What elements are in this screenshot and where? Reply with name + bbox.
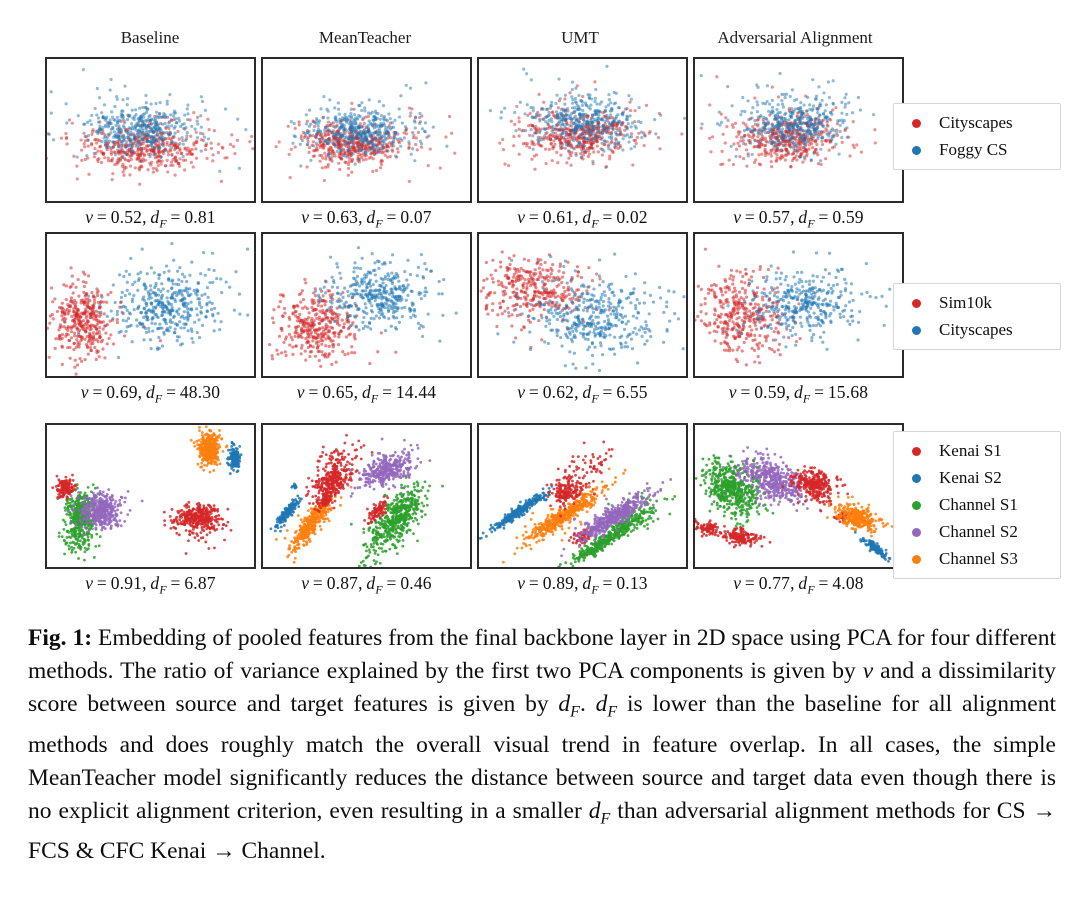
plot-row-3: [45, 423, 904, 598]
legend-entry: [902, 138, 1052, 162]
scatter-plot-frame: [693, 423, 904, 569]
plot-stats: [729, 382, 868, 407]
subscript-F: [375, 217, 382, 231]
legend-entry: [902, 466, 1052, 490]
plot-stats: [517, 207, 648, 232]
legend-label: Foggy CS: [939, 140, 1008, 159]
math-v: v: [80, 382, 89, 402]
caption-math: d: [558, 691, 571, 717]
v-value: 0.57: [758, 207, 791, 227]
equals-sign: =: [378, 382, 396, 402]
math-F: F: [159, 582, 167, 597]
scatter-plot-frame: [45, 423, 256, 569]
scatter-plot: [693, 423, 904, 598]
v-value: 0.52: [110, 207, 143, 227]
legend-dot-icon: [912, 447, 921, 456]
legend-entry: [902, 547, 1052, 571]
plot-stats: [733, 573, 864, 598]
caption-math: v: [862, 658, 874, 684]
plot-stats: [85, 573, 216, 598]
column-titles: [45, 28, 900, 48]
equals-sign: =: [598, 207, 617, 227]
subscript-F: [375, 583, 382, 597]
legend-entry: [902, 291, 1052, 315]
math-v: v: [301, 573, 310, 593]
legend-1: [893, 103, 1061, 170]
legend-label: Cityscapes: [939, 113, 1013, 132]
scatter-canvas: [263, 234, 470, 376]
scatter-plot-frame: [477, 423, 688, 569]
legend-dot-icon: [912, 474, 921, 483]
equals-sign: =: [525, 382, 543, 402]
math-v: v: [733, 207, 742, 227]
dF-value: 0.81: [184, 207, 216, 227]
caption-text: .: [579, 691, 596, 717]
legend-dot-icon: [912, 326, 921, 335]
legend-label: Kenai S1: [939, 441, 1002, 460]
equals-sign: =: [525, 207, 543, 227]
scatter-plot-frame: [261, 57, 472, 203]
v-value: 0.89: [542, 573, 575, 593]
caption-subscript: [570, 704, 580, 721]
scatter-plot-frame: [477, 232, 688, 378]
caption-text: Embedding of pooled features from the final backbone layer in 2D space using PCA for four different methods. The ratio of variance explained by the first two PCA components is given by: [28, 625, 1056, 684]
legend-dot-icon: [912, 501, 921, 510]
scatter-canvas: [479, 425, 686, 567]
equals-sign: =: [304, 382, 323, 402]
equals-sign: =: [814, 573, 833, 593]
figure-caption-text: [28, 625, 1056, 864]
subscript-F: [591, 392, 598, 406]
column-title: MeanTeacher: [318, 28, 412, 47]
scatter-plot-frame: [45, 232, 256, 378]
legend-entry: [902, 111, 1052, 135]
figure-caption: [28, 622, 1056, 868]
caption-text: and a dissimilarity score between source and target features is given by: [28, 658, 1056, 717]
scatter-plot: [693, 232, 904, 407]
math-d: d: [798, 573, 808, 593]
dF-value: 0.07: [400, 207, 432, 227]
math-F: F: [591, 582, 599, 597]
separator: ,: [790, 207, 799, 227]
caption-math: d: [588, 797, 601, 824]
math-d: d: [150, 207, 160, 227]
math-F: F: [591, 216, 599, 231]
scatter-canvas: [695, 425, 902, 567]
scatter-plot: [477, 232, 688, 407]
dF-value: 4.08: [832, 573, 864, 593]
legend-dot-icon: [912, 146, 921, 155]
math-v: v: [85, 573, 94, 593]
subscript-F: [159, 583, 166, 597]
scatter-canvas: [263, 425, 470, 567]
legend-dot-icon: [912, 119, 921, 128]
equals-sign: =: [736, 382, 755, 402]
scatter-plot: [45, 232, 256, 407]
math-d: d: [366, 573, 376, 593]
equals-sign: =: [598, 573, 617, 593]
dF-value: 0.59: [832, 207, 864, 227]
math-F: F: [375, 582, 383, 597]
scatter-canvas: [263, 59, 470, 201]
equals-sign: =: [309, 207, 327, 227]
math-F: F: [591, 391, 599, 406]
legend-label: Cityscapes: [939, 320, 1013, 339]
scatter-plot: [693, 57, 904, 232]
v-value: 0.61: [542, 207, 575, 227]
math-d: d: [366, 207, 376, 227]
math-v: v: [296, 382, 305, 402]
math-F: F: [159, 216, 167, 231]
legend-entry: [902, 439, 1052, 463]
dF-value: 14.44: [395, 382, 437, 402]
subscript-F: [591, 583, 598, 597]
dF-value: 6.55: [616, 382, 648, 402]
dF-value: 0.13: [616, 573, 648, 593]
equals-sign: =: [93, 573, 111, 593]
math-v: v: [733, 573, 742, 593]
column-title: Baseline: [120, 28, 180, 47]
column-title: UMT: [561, 28, 599, 47]
v-value: 0.87: [326, 573, 359, 593]
separator: ,: [142, 573, 151, 593]
dF-value: 48.30: [179, 382, 221, 402]
equals-sign: =: [88, 382, 107, 402]
legend-3: [893, 431, 1061, 579]
legend-dot-icon: [912, 555, 921, 564]
legend-dot-icon: [912, 299, 921, 308]
scatter-plot-frame: [261, 232, 472, 378]
equals-sign: =: [810, 382, 828, 402]
math-d: d: [582, 207, 592, 227]
subscript-F: [159, 217, 166, 231]
scatter-canvas: [479, 59, 686, 201]
dF-value: 6.87: [184, 573, 216, 593]
dF-value: 15.68: [827, 382, 869, 402]
plot-stats: [517, 382, 648, 407]
scatter-plot: [45, 57, 256, 232]
legend-label: Channel S3: [939, 549, 1018, 568]
scatter-plot-frame: [261, 423, 472, 569]
equals-sign: =: [166, 207, 185, 227]
math-d: d: [361, 382, 371, 402]
caption-math: F: [600, 810, 611, 828]
equals-sign: =: [741, 207, 759, 227]
math-d: d: [145, 382, 155, 402]
caption-text: than adversarial alignment methods for CS → FCS & CFC Kenai → Channel.: [28, 797, 1057, 865]
plot-stats: [297, 382, 436, 407]
equals-sign: =: [309, 573, 327, 593]
scatter-plot-frame: [45, 57, 256, 203]
math-d: d: [793, 382, 803, 402]
dF-value: 0.46: [400, 573, 432, 593]
scatter-plot: [45, 423, 256, 598]
math-d: d: [798, 207, 808, 227]
v-value: 0.65: [322, 382, 354, 402]
math-F: F: [807, 216, 815, 231]
figure-caption-label: Fig. 1:: [28, 625, 93, 651]
scatter-canvas: [695, 59, 902, 201]
caption-text: is lower than the baseline for all alignment methods and does roughly match the overall visual trend in feature overlap. In all cases, the simple MeanTeacher model significantly reduces the distance between source and target data even though there is no explicit alignment criterion, even resulting in a smaller: [28, 691, 1056, 824]
math-F: F: [370, 391, 379, 406]
v-value: 0.59: [754, 382, 786, 402]
plot-stats: [301, 573, 432, 598]
scatter-canvas: [47, 234, 254, 376]
plot-stats: [517, 573, 648, 598]
equals-sign: =: [382, 573, 401, 593]
equals-sign: =: [162, 382, 180, 402]
math-d: d: [150, 573, 160, 593]
dF-value: 0.02: [616, 207, 648, 227]
legend-entry: [902, 318, 1052, 342]
separator: ,: [574, 382, 583, 402]
scatter-plot-frame: [477, 57, 688, 203]
plot-stats: [733, 207, 864, 232]
equals-sign: =: [741, 573, 759, 593]
separator: ,: [574, 207, 583, 227]
legend-entry: [902, 493, 1052, 517]
separator: ,: [358, 207, 367, 227]
math-F: F: [807, 582, 815, 597]
scatter-canvas: [47, 59, 254, 201]
caption-subscript: [601, 810, 611, 827]
v-value: 0.77: [758, 573, 791, 593]
scatter-canvas: [695, 234, 902, 376]
equals-sign: =: [814, 207, 833, 227]
plot-stats: [81, 382, 220, 407]
equals-sign: =: [598, 382, 617, 402]
v-value: 0.91: [110, 573, 143, 593]
plot-row-1: [45, 57, 904, 232]
legend-dot-icon: [912, 528, 921, 537]
scatter-plot: [261, 423, 472, 598]
scatter-plot: [261, 232, 472, 407]
math-F: F: [154, 391, 163, 406]
scatter-canvas: [479, 234, 686, 376]
subscript-F: [591, 217, 598, 231]
legend-2: [893, 283, 1061, 350]
math-v: v: [517, 382, 526, 402]
plot-stats: [85, 207, 216, 232]
legend-label: Channel S2: [939, 522, 1018, 541]
caption-math: F: [570, 703, 580, 721]
equals-sign: =: [93, 207, 111, 227]
math-v: v: [517, 573, 526, 593]
legend-label: Sim10k: [939, 293, 992, 312]
legend-label: Kenai S2: [939, 468, 1002, 487]
separator: ,: [790, 573, 799, 593]
v-value: 0.63: [326, 207, 359, 227]
v-value: 0.69: [106, 382, 138, 402]
scatter-plot-frame: [693, 232, 904, 378]
caption-math: F: [607, 703, 618, 721]
math-v: v: [728, 382, 737, 402]
plot-stats: [301, 207, 432, 232]
math-F: F: [802, 391, 811, 406]
math-v: v: [517, 207, 526, 227]
scatter-plot: [477, 57, 688, 232]
separator: ,: [142, 207, 151, 227]
separator: ,: [353, 382, 362, 402]
legend-label: Channel S1: [939, 495, 1018, 514]
column-title: Adversarial Alignment: [717, 28, 873, 47]
math-F: F: [375, 216, 383, 231]
subscript-F: [807, 583, 814, 597]
math-d: d: [582, 382, 592, 402]
separator: ,: [785, 382, 794, 402]
caption-subscript: [607, 704, 617, 721]
separator: ,: [574, 573, 583, 593]
math-d: d: [582, 573, 592, 593]
scatter-plot: [477, 423, 688, 598]
math-v: v: [301, 207, 310, 227]
caption-math: d: [595, 691, 608, 717]
plot-row-2: [45, 232, 904, 407]
math-v: v: [85, 207, 94, 227]
separator: ,: [137, 382, 146, 402]
subscript-F: [807, 217, 814, 231]
v-value: 0.62: [542, 382, 575, 402]
equals-sign: =: [382, 207, 401, 227]
equals-sign: =: [166, 573, 185, 593]
scatter-plot: [261, 57, 472, 232]
equals-sign: =: [525, 573, 543, 593]
separator: ,: [358, 573, 367, 593]
scatter-plot-frame: [693, 57, 904, 203]
scatter-canvas: [47, 425, 254, 567]
legend-entry: [902, 520, 1052, 544]
